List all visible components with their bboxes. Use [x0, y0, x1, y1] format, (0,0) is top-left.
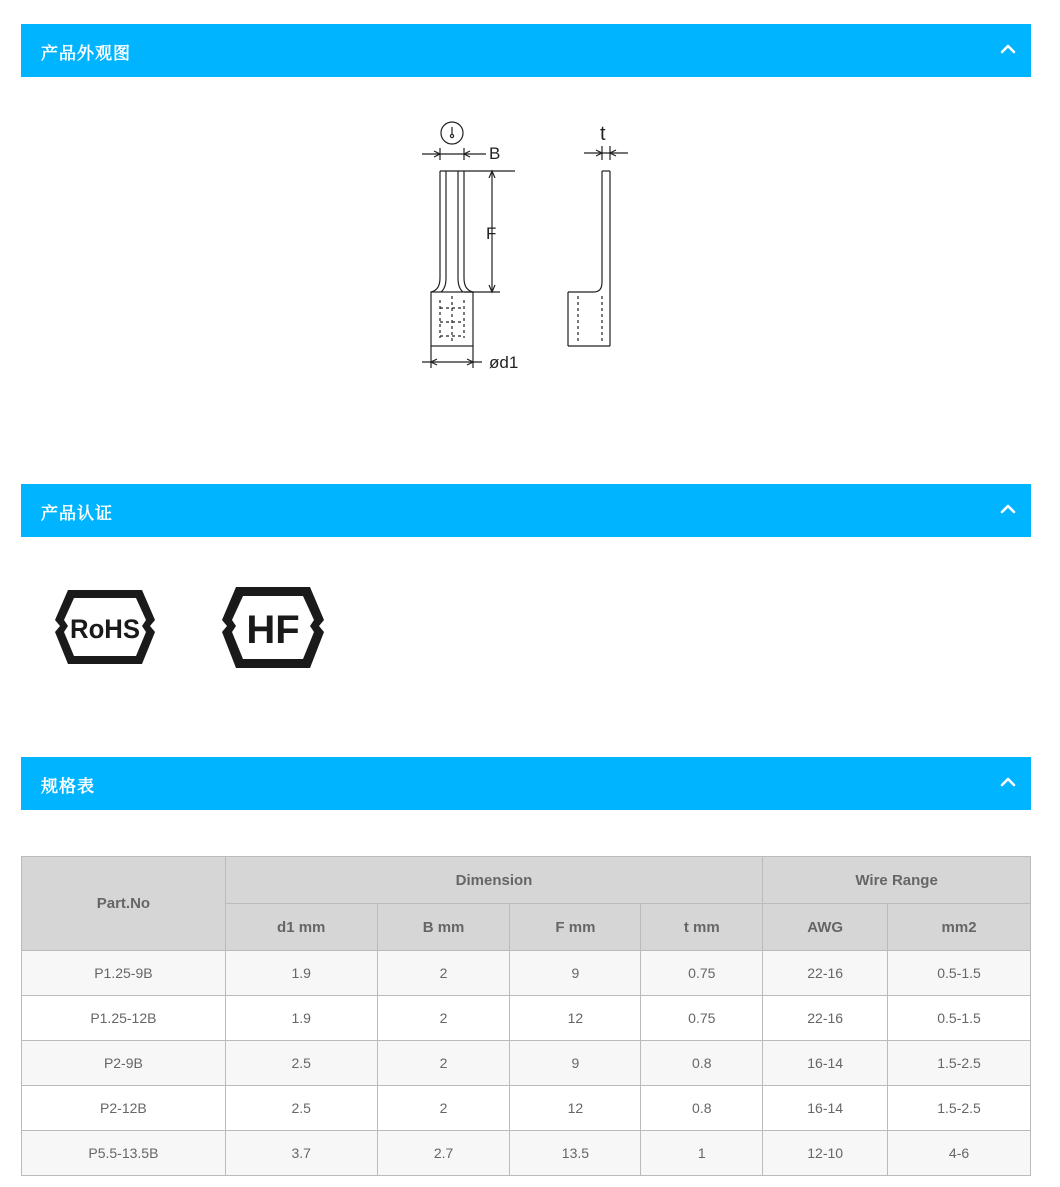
- label-d1: ød1: [489, 353, 519, 372]
- cell-f: 9: [510, 951, 641, 996]
- cell-mm2: 0.5-1.5: [888, 996, 1031, 1041]
- section-header-certification[interactable]: [21, 484, 1031, 537]
- cell-d1: 2.5: [225, 1041, 377, 1086]
- product-drawing: [400, 110, 660, 390]
- header-f: F mm: [510, 904, 641, 951]
- cell-d1: 3.7: [225, 1131, 377, 1176]
- cell-b: 2: [377, 1086, 510, 1131]
- cell-part-no: P1.25-9B: [22, 951, 226, 996]
- cell-part-no: P2-9B: [22, 1041, 226, 1086]
- section-header-spec[interactable]: [21, 757, 1031, 810]
- cell-d1: 2.5: [225, 1086, 377, 1131]
- table-row: [22, 996, 1031, 1041]
- hf-text: HF: [246, 608, 300, 652]
- cell-awg: 16-14: [763, 1086, 888, 1131]
- cell-mm2: 0.5-1.5: [888, 951, 1031, 996]
- header-awg: AWG: [763, 904, 888, 951]
- header-mm2: mm2: [888, 904, 1031, 951]
- header-t: t mm: [641, 904, 763, 951]
- cell-d1: 1.9: [225, 951, 377, 996]
- cell-f: 12: [510, 1086, 641, 1131]
- cell-t: 0.8: [641, 1086, 763, 1131]
- cell-part-no: P1.25-12B: [22, 996, 226, 1041]
- cell-f: 9: [510, 1041, 641, 1086]
- cell-awg: 16-14: [763, 1041, 888, 1086]
- header-dimension: Dimension: [225, 857, 762, 904]
- cell-b: 2: [377, 951, 510, 996]
- header-b: B mm: [377, 904, 510, 951]
- cell-part-no: P2-12B: [22, 1086, 226, 1131]
- chevron-up-icon[interactable]: [999, 40, 1017, 58]
- header-part-no: Part.No: [22, 857, 226, 951]
- section-header-appearance[interactable]: [21, 24, 1031, 77]
- cell-t: 0.8: [641, 1041, 763, 1086]
- cell-t: 0.75: [641, 996, 763, 1041]
- rohs-badge: [50, 582, 160, 672]
- cell-d1: 1.9: [225, 996, 377, 1041]
- cell-mm2: 1.5-2.5: [888, 1041, 1031, 1086]
- spec-table: [21, 856, 1031, 1176]
- cell-t: 1: [641, 1131, 763, 1176]
- table-row: [22, 1131, 1031, 1176]
- cell-awg: 22-16: [763, 996, 888, 1041]
- cell-part-no: P5.5-13.5B: [22, 1131, 226, 1176]
- cell-t: 0.75: [641, 951, 763, 996]
- cell-b: 2.7: [377, 1131, 510, 1176]
- label-t: t: [600, 123, 606, 145]
- rohs-text: RoHS: [70, 614, 140, 644]
- cell-awg: 12-10: [763, 1131, 888, 1176]
- cell-mm2: 1.5-2.5: [888, 1086, 1031, 1131]
- cell-b: 2: [377, 996, 510, 1041]
- table-row: [22, 1086, 1031, 1131]
- cell-b: 2: [377, 1041, 510, 1086]
- cell-f: 12: [510, 996, 641, 1041]
- table-row: [22, 1041, 1031, 1086]
- cell-awg: 22-16: [763, 951, 888, 996]
- label-b: B: [489, 144, 501, 163]
- table-row: [22, 951, 1031, 996]
- chevron-up-icon[interactable]: [999, 773, 1017, 791]
- header-wire-range: Wire Range: [763, 857, 1031, 904]
- section-title: 规格表: [41, 777, 95, 797]
- hf-badge: [218, 582, 328, 672]
- cell-f: 13.5: [510, 1131, 641, 1176]
- label-f: F: [486, 224, 497, 243]
- section-title: 产品认证: [41, 504, 113, 524]
- cell-mm2: 4-6: [888, 1131, 1031, 1176]
- header-d1: d1 mm: [225, 904, 377, 951]
- chevron-up-icon[interactable]: [999, 500, 1017, 518]
- section-title: 产品外观图: [41, 44, 131, 64]
